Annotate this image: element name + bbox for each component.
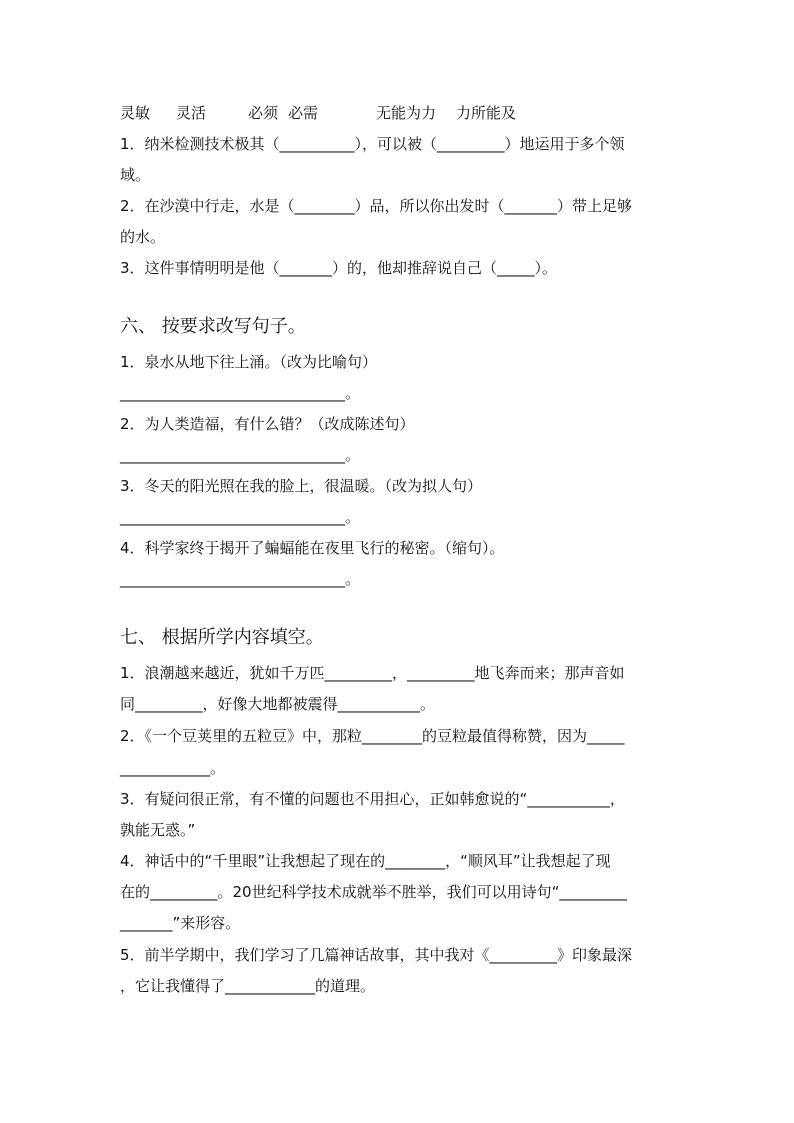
question-line: 5．前半学期中，我们学习了几篇神话故事，其中我对《_________》印象最深 <box>120 946 633 964</box>
question-line: 4．神话中的“千里眼”让我想起了现在的________，“顺风耳”让我想起了现 <box>120 852 611 870</box>
word-bank-item: 必须 <box>248 104 279 122</box>
answer-line: ______________________________。 <box>120 508 361 526</box>
question-line: 2．在沙漠中行走，水是（________）品，所以你出发时（_______）带上足够 <box>120 197 633 215</box>
question-line: 4．科学家终于揭开了蝙蝠能在夜里飞行的秘密。（缩句）。 <box>120 539 505 557</box>
word-bank-item: 灵敏 <box>120 104 151 122</box>
section-title: 六、 按要求改写句子。 <box>120 316 306 337</box>
word-bank-item: 灵活 <box>176 104 207 122</box>
answer-line: ______________________________。 <box>120 570 361 588</box>
question-line: 1．纳米检测技术极其（__________），可以被（_________）地运用于多个领 <box>120 135 625 153</box>
question-line: 3．冬天的阳光照在我的脸上，很温暖。（改为拟人句） <box>120 477 483 495</box>
question-line: 2．《一个豆荚里的五粒豆》中，那粒________的豆粒最值得称赞，因为_____ <box>120 727 625 745</box>
question-line: 的水。 <box>120 228 166 246</box>
question-line: ____________。 <box>120 759 226 777</box>
section-title: 七、 根据所学内容填空。 <box>120 627 324 648</box>
question-line: 3．有疑问很正常，有不懂的问题也不用担心，正如韩愈说的“___________， <box>120 790 625 808</box>
question-line: 2．为人类造福，有什么错？（改成陈述句） <box>120 415 415 433</box>
question-line: 域。 <box>120 166 151 184</box>
question-line: 孰能无惑。” <box>120 821 196 839</box>
question-line: 在的_________。20世纪科学技术成就举不胜举，我们可以用诗句“_________ <box>120 883 627 901</box>
question-line: 同_________，好像大地都被震得___________。 <box>120 695 436 713</box>
answer-line: ______________________________。 <box>120 446 361 464</box>
question-line: 3．这件事情明明是他（_______）的，他却推辞说自己（_____）。 <box>120 259 558 277</box>
question-line: 1．浪潮越来越近，犹如千万匹_________，_________地飞奔而来；那声音如 <box>120 664 625 682</box>
question-line: ，它让我懂得了____________的道理。 <box>120 977 376 995</box>
word-bank-item: 必需 <box>288 104 319 122</box>
answer-line: ______________________________。 <box>120 384 361 402</box>
word-bank-item: 力所能及 <box>456 104 517 122</box>
question-line: _______”来形容。 <box>120 914 241 932</box>
question-line: 1．泉水从地下往上涌。（改为比喻句） <box>120 353 378 371</box>
word-bank-item: 无能为力 <box>376 104 437 122</box>
